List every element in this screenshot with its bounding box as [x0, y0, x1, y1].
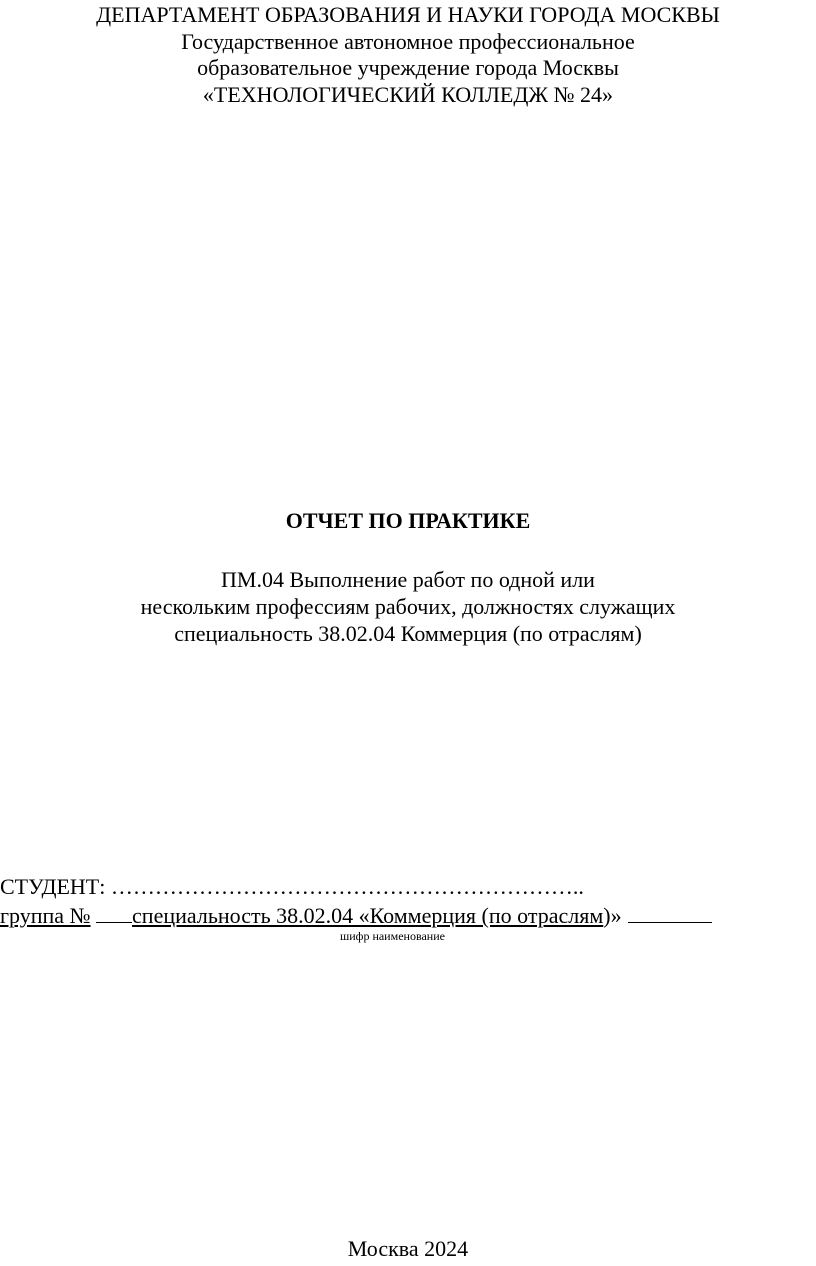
trailing-blank [628, 902, 712, 923]
specialty-label: специальность 38.02.04 «Коммерция (по отраслям [132, 903, 604, 928]
module-line1: ПМ.04 Выполнение работ по одной или [221, 567, 595, 592]
specialty-close: )» [603, 903, 622, 928]
group-number-blank [96, 902, 132, 923]
group-specialty-line [0, 902, 712, 929]
college-name: «ТЕХНОЛОГИЧЕСКИЙ КОЛЛЕДЖ № 24» [202, 81, 614, 107]
institution-type-line2: образовательное учреждение города Москвы [197, 55, 619, 80]
student-field: СТУДЕНТ: ……………………………………………………….. [0, 874, 584, 899]
field-caption: шифр наименование [340, 929, 445, 943]
group-label: группа № [0, 903, 91, 928]
module-line2: нескольким профессиям рабочих, должностях служащих [140, 594, 676, 619]
institution-type-line1: Государственное автономное профессиональное [181, 28, 635, 54]
institution-header [0, 2, 816, 108]
module-description [0, 566, 816, 647]
report-title: ОТЧЕТ ПО ПРАКТИКЕ [285, 508, 531, 533]
module-line3: специальность 38.02.04 Коммерция (по отраслям) [174, 621, 642, 646]
city-year: Москва 2024 [347, 1236, 469, 1261]
department-name: ДЕПАРТАМЕНТ ОБРАЗОВАНИЯ И НАУКИ ГОРОДА МОСКВЫ [96, 2, 720, 27]
